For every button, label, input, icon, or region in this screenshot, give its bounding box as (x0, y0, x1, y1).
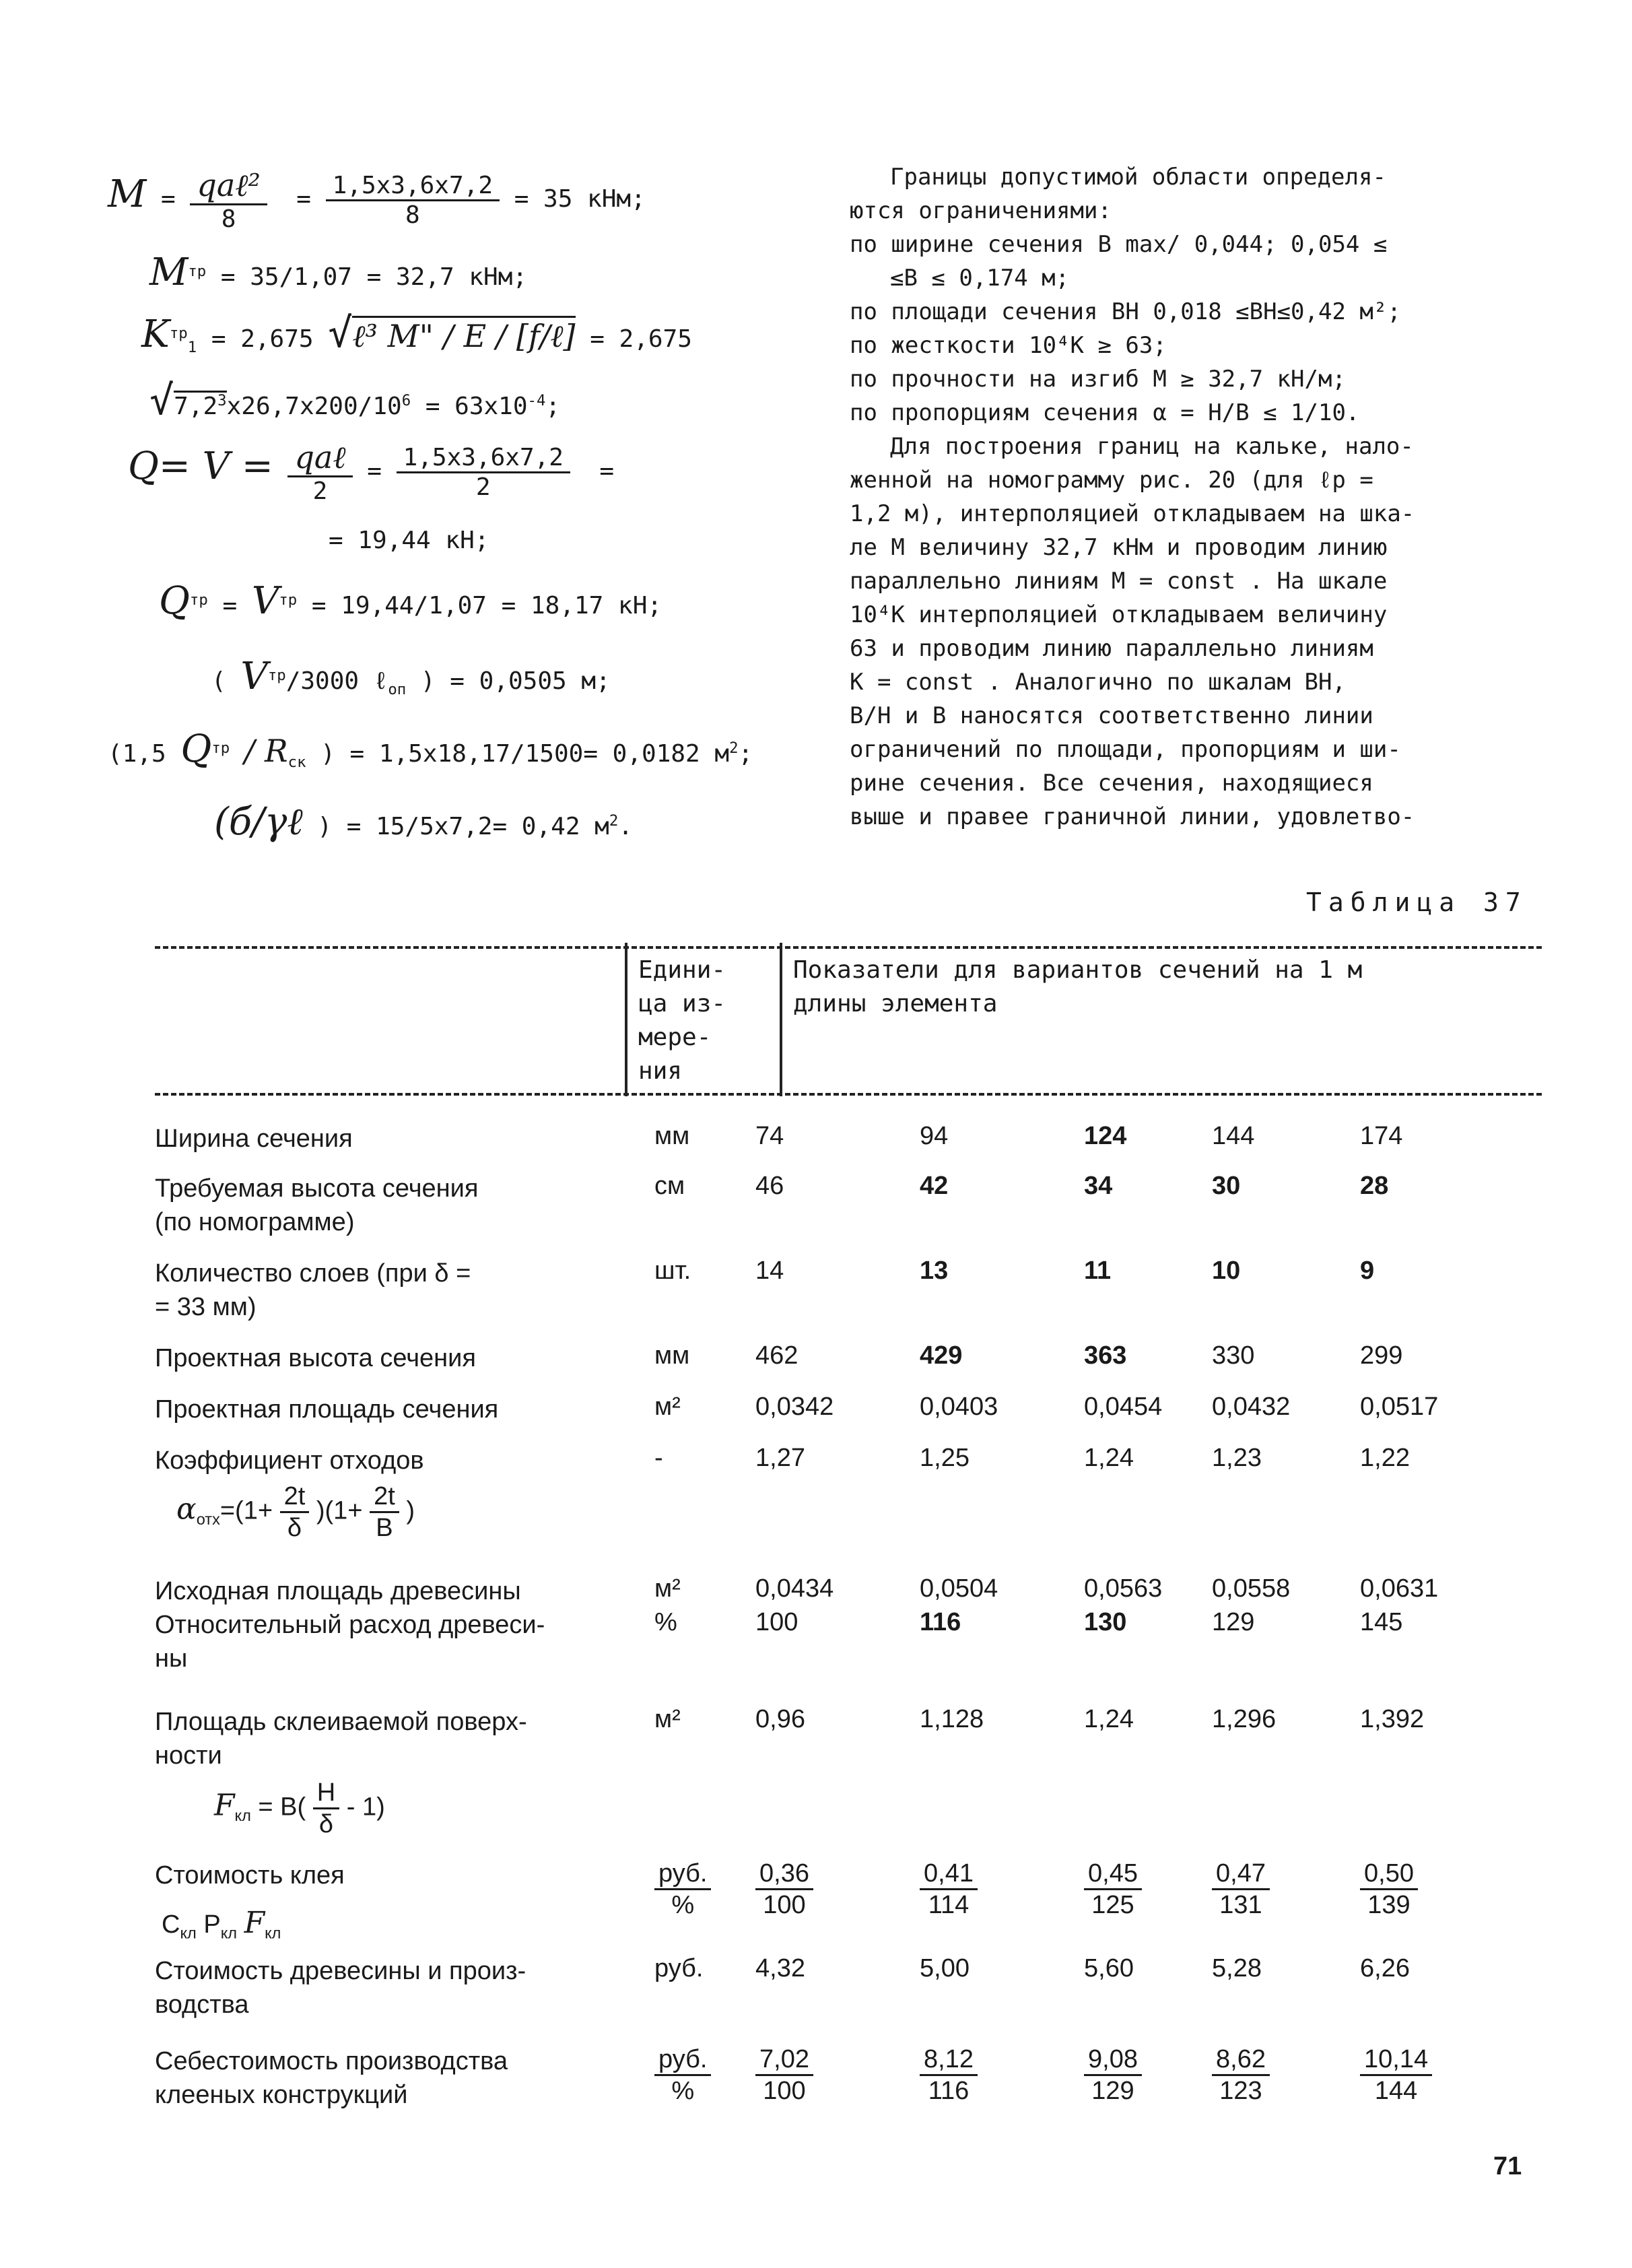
table-cell (1212, 2044, 1270, 2106)
row-label-line: Стоимость клея (155, 1861, 345, 1890)
table-cell: 1,24 (1084, 1444, 1134, 1472)
table-cell: 1,25 (920, 1444, 970, 1472)
table-cell: 0,0432 (1212, 1393, 1291, 1421)
prose-line: ограничений по площади, пропорциям и ши- (850, 736, 1401, 763)
prose-line: выше и правее граничной линии, удовлетво- (850, 803, 1415, 830)
formula-qtr: $Q^{тр} = V^{тр} = 19,44/1,07 = 18,17$ кН; (159, 579, 662, 623)
cell-numerator: 8,62 (1212, 2044, 1270, 2076)
row-label-line: Площадь склеиваемой поверх- (155, 1708, 527, 1736)
row-unit: мм (654, 1341, 690, 1370)
row-label-line: Стоимость древесины и произ- (155, 1957, 526, 1985)
table-cell: 100 (755, 1608, 798, 1636)
table-cell: 0,96 (755, 1705, 805, 1733)
prose-line: параллельно линиям М = const . На шкале (850, 568, 1388, 595)
prose-line: рине сечения. Все сечения, находящиеся (850, 770, 1373, 797)
table-cell (1084, 2044, 1142, 2106)
row-label-line: водства (155, 1991, 249, 2019)
table-cell: 299 (1360, 1341, 1403, 1370)
row-unit (654, 2044, 711, 2106)
table-cell: 1,128 (920, 1705, 984, 1733)
row-label-line: Проектная площадь сечения (155, 1395, 499, 1424)
table-cell (1360, 1859, 1418, 1920)
cell-numerator: 0,50 (1360, 1859, 1418, 1890)
table-col-divider (780, 943, 782, 1096)
row-label (155, 1608, 545, 1675)
table-cell (1212, 1859, 1270, 1920)
unit-top: руб. (654, 1859, 711, 1890)
table-head-rule (155, 1093, 1542, 1096)
formula-v3000: ( $V^{тр}/3000$ ℓ$_{оп}$ ) = 0,0505 м; (211, 655, 611, 699)
cell-denominator: 100 (763, 1891, 806, 1919)
prose-line: Для построения границ на кальке, нало- (890, 433, 1414, 460)
table-cell: 74 (755, 1122, 784, 1150)
row-label (155, 1122, 353, 1156)
table-cell: 363 (1084, 1341, 1127, 1370)
prose-line: по прочности на изгиб М ≥ 32,7 кН/м; (850, 366, 1346, 393)
cell-numerator: 7,02 (755, 2044, 813, 2076)
prose-line: 63 и проводим линию параллельно линиям (850, 635, 1373, 662)
table-cell: 1,24 (1084, 1705, 1134, 1733)
cell-denominator: 125 (1091, 1891, 1134, 1919)
cell-denominator: 114 (928, 1891, 970, 1919)
prose-line: ются ограничениями: (850, 197, 1112, 224)
table-cell: 130 (1084, 1608, 1127, 1636)
row-label (155, 1393, 498, 1426)
table-col-divider (625, 943, 627, 1096)
table-cell (1084, 1859, 1142, 1920)
cell-numerator: 9,08 (1084, 2044, 1142, 2076)
formula-q: Q= V = $\frac{\text{qaℓ}}{2}$ = $\frac{1,5x3,6x7,2}{2}$ = (128, 439, 615, 505)
table-cell: 28 (1360, 1172, 1389, 1200)
table-top-rule (155, 946, 1542, 949)
row-label (155, 1444, 424, 1477)
table-cell: 5,00 (920, 1954, 970, 1982)
row-unit: м² (654, 1574, 681, 1603)
prose-line: K = const . Аналогично по шкалам ВН, (850, 669, 1346, 696)
prose-line: Границы допустимой области определя- (890, 164, 1386, 191)
table-cell: 129 (1212, 1608, 1255, 1636)
table-cell (1360, 2044, 1432, 2106)
header-unit: Едини- ца из- мере- ния (638, 956, 726, 1085)
formula-s: (б/γℓ ) = 15/5x7,2= 0,42 $м^2$. (214, 800, 633, 844)
row-label-line: Требуемая высота сечения (155, 1174, 479, 1203)
table-cell: 13 (920, 1257, 949, 1285)
table-cell (920, 2044, 978, 2106)
table-cell (920, 1859, 978, 1920)
table-cell: 0,0434 (755, 1574, 834, 1603)
table-cell: 0,0558 (1212, 1574, 1291, 1603)
row-label-line: Относительный расход древеси- (155, 1611, 545, 1639)
row-unit: м² (654, 1393, 681, 1421)
table-cell: 30 (1212, 1172, 1241, 1200)
cell-denominator: 116 (928, 2077, 970, 2105)
row-unit: м² (654, 1705, 681, 1733)
row-label (155, 2044, 508, 2112)
row-unit: мм (654, 1122, 690, 1150)
table-cell: 6,26 (1360, 1954, 1410, 1982)
row-unit: см (654, 1172, 685, 1200)
row-label (155, 1954, 526, 2022)
unit-top: руб. (654, 2044, 711, 2076)
prose-line: ле М величину 32,7 кНм и проводим линию (850, 534, 1388, 561)
row-unit: % (654, 1608, 677, 1636)
table-cell: 0,0454 (1084, 1393, 1163, 1421)
table-cell: 116 (920, 1608, 961, 1636)
unit-bottom: % (671, 1891, 695, 1919)
formula-q-result: = 19,44 кН; (329, 527, 489, 554)
formula-k: $K^{тр}_1 = 2,675$ √ℓ³ M" / E / [f/ℓ] = 2,675 (141, 310, 692, 357)
cell-numerator: 0,47 (1212, 1859, 1270, 1890)
row-label-line: (по номограмме) (155, 1208, 355, 1236)
table-cell: 11 (1084, 1257, 1112, 1285)
table-cell: 94 (920, 1122, 949, 1150)
row-label-line: ности (155, 1741, 222, 1770)
table-cell: 144 (1212, 1122, 1255, 1150)
row-label-line: Себестоимость производства (155, 2047, 508, 2075)
row-unit: руб. (654, 1954, 704, 1982)
cell-denominator: 100 (763, 2077, 806, 2105)
prose-line: 1,2 м), интерполяцией откладываем на шка- (850, 500, 1415, 527)
cell-denominator: 131 (1219, 1891, 1262, 1919)
row-label (155, 1705, 527, 1772)
table-cell: 1,23 (1212, 1444, 1262, 1472)
table-cell: 9 (1360, 1257, 1375, 1285)
table-cell (755, 2044, 813, 2106)
table-cell: 0,0631 (1360, 1574, 1439, 1603)
formula-m: M = $\frac{\text{qaℓ²}}{8}$ = $\frac{1,5x3,6x7,2}{8}$ = 35 кНм; (108, 167, 646, 233)
row-unit: - (654, 1444, 663, 1472)
table-cell: 5,60 (1084, 1954, 1134, 1982)
row-label-line: ны (155, 1644, 188, 1673)
formula-glued-area: $F_{кл} = B$( $\frac{H}{\delta}$ - 1) (214, 1778, 385, 1838)
cell-denominator: 129 (1091, 2077, 1134, 2105)
cell-numerator: 10,14 (1360, 2044, 1432, 2076)
prose-line: по ширине сечения B max/ 0,044; 0,054 ≤ (850, 231, 1388, 258)
header-indicators: Показатели для вариантов сечений на 1 м длины элемента (793, 956, 1363, 1018)
cell-numerator: 0,45 (1084, 1859, 1142, 1890)
prose-line: В/Н и В наносятся соответственно линии (850, 702, 1373, 729)
cell-denominator: 144 (1374, 2077, 1418, 2105)
table-cell: 0,0563 (1084, 1574, 1163, 1603)
row-label (155, 1172, 478, 1239)
row-unit (654, 1859, 711, 1920)
table-cell: 429 (920, 1341, 963, 1370)
table-cell: 42 (920, 1172, 949, 1200)
table-cell: 1,22 (1360, 1444, 1410, 1472)
prose-line: женной на номограмму рис. 20 (для ℓр = (850, 467, 1373, 494)
row-label-line: Исходная площадь древесины (155, 1577, 521, 1605)
table-cell: 0,0504 (920, 1574, 998, 1603)
body-text (850, 160, 1523, 834)
table-cell: 1,392 (1360, 1705, 1425, 1733)
prose-line: 10⁴К интерполяцией откладываем величину (850, 601, 1388, 628)
table-cell: 46 (755, 1172, 784, 1200)
row-label (155, 1341, 476, 1375)
table-cell (755, 1859, 813, 1920)
row-label-line: = 33 мм) (155, 1293, 257, 1321)
row-unit: шт. (654, 1257, 691, 1285)
table-cell: 34 (1084, 1172, 1113, 1200)
formula-glue-cost: $C_{кл}$ $P_{кл}$ $F_{кл}$ (162, 1906, 281, 1942)
cell-numerator: 0,36 (755, 1859, 813, 1890)
cell-numerator: 0,41 (920, 1859, 978, 1890)
prose-line: по пропорциям сечения α = H/B ≤ 1/10. (850, 399, 1360, 426)
prose-line: по площади сечения ВН 0,018 ≤ВН≤0,42 м²; (850, 298, 1401, 325)
row-label (155, 1574, 521, 1608)
table-cell: 1,27 (755, 1444, 805, 1472)
formula-waste: $\alpha_{отх}=(1+$ $\frac{2t}{\delta}$ )(1+ $\frac{2t}{B}$ ) (176, 1482, 415, 1542)
prose-line: ≤B ≤ 0,174 м; (890, 265, 1070, 292)
table-cell: 330 (1212, 1341, 1255, 1370)
formula-k2: $√7,2^3x26,7x200/10^6 = 63x10^{-4}$; (149, 377, 561, 424)
page-number: 71 (1493, 2152, 1522, 2180)
table-cell: 0,0517 (1360, 1393, 1439, 1421)
cell-denominator: 139 (1367, 1891, 1410, 1919)
row-label (155, 1257, 471, 1324)
table-cell: 0,0342 (755, 1393, 834, 1421)
table-cell: 0,0403 (920, 1393, 998, 1421)
prose-line: по жесткости 10⁴К ≥ 63; (850, 332, 1167, 359)
table-cell: 145 (1360, 1608, 1403, 1636)
row-label-line: клееных конструкций (155, 2081, 408, 2109)
table-cell: 124 (1084, 1122, 1127, 1150)
cell-denominator: 123 (1219, 2077, 1262, 2105)
table-cell: 1,296 (1212, 1705, 1277, 1733)
table-cell: 462 (755, 1341, 798, 1370)
formula-mtr: $M^{тр} = 35/1,07 = 32,7$ кНм; (149, 251, 528, 294)
table-cell: 10 (1212, 1257, 1241, 1285)
row-label-line: Проектная высота сечения (155, 1344, 476, 1372)
table-cell: 174 (1360, 1122, 1403, 1150)
row-label-line: Ширина сечения (155, 1125, 353, 1153)
row-label (155, 1859, 345, 1892)
cell-numerator: 8,12 (920, 2044, 978, 2076)
row-label-line: Коэффициент отходов (155, 1446, 424, 1475)
row-label-line: Количество слоев (при δ = (155, 1259, 471, 1288)
table-cell: 5,28 (1212, 1954, 1262, 1982)
formula-r: (1,5 $Q^{тр} / R_{ск}$ ) = 1,5x18,17/1500= 0,0182 $м^2$; (108, 727, 753, 772)
table-cell: 4,32 (755, 1954, 805, 1982)
table-cell: 14 (755, 1257, 784, 1285)
unit-bottom: % (671, 2077, 695, 2105)
table-caption: Таблица 37 (1306, 888, 1528, 917)
